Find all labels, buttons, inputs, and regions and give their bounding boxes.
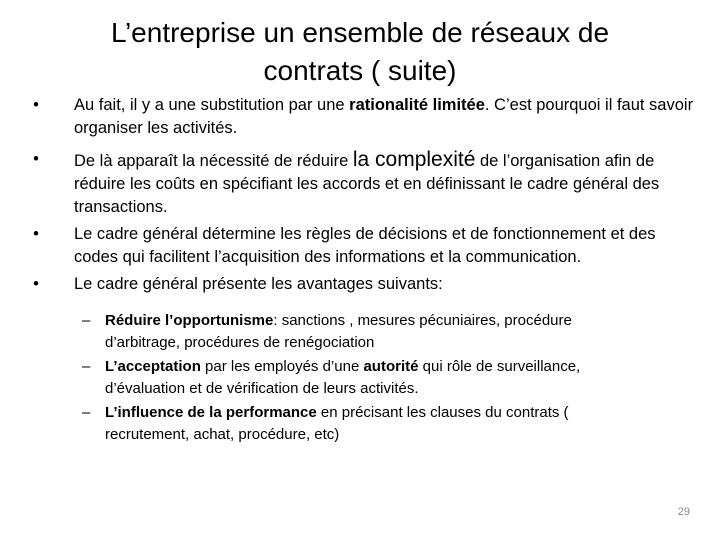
bullet-2-text-end: de l’organisation afin de réduire les coûts en spécifiant les accords et en définissant le cadre général des transactions. [74, 152, 660, 216]
bullet-2-emphasis: la complexité [352, 148, 476, 171]
bullet-marker: • [33, 225, 39, 243]
sub-3-text: en précisant les clauses du contrats ( recrutement, achat, procédure, etc) [105, 404, 569, 443]
bullet-1-text: Au fait, il y a une substitution par une [74, 96, 350, 114]
bullet-marker: • [33, 150, 39, 168]
sub-1-text: : sanctions , mesures pécuniaires, procédure d’arbitrage, procédures de renégociation [105, 312, 572, 351]
bullet-item-3 [28, 223, 698, 269]
slide-title [40, 14, 680, 90]
sub-bullet-list [28, 310, 698, 446]
title-line-2: contrats ( suite) [263, 55, 457, 86]
page-number: 29 [677, 506, 690, 518]
sub-2-emphasis-2: autorité [363, 358, 419, 375]
sub-bullet-item-1 [28, 310, 625, 354]
bullet-4-text: Le cadre général présente les avantages suivants: [74, 275, 443, 293]
dash-marker: – [82, 358, 91, 375]
sub-3-emphasis: L’influence de la performance [105, 404, 317, 421]
bullet-marker: • [33, 96, 39, 114]
sub-1-emphasis: Réduire l’opportunisme [105, 312, 274, 329]
dash-marker: – [82, 312, 91, 329]
sub-bullet-item-2 [28, 356, 625, 400]
sub-2-text-end: qui rôle de surveillance, d’évaluation et de vérification de leurs activités. [105, 358, 581, 397]
bullet-2-text: De là apparaît la nécessité de réduire [74, 152, 353, 170]
bullet-item-2 [28, 148, 698, 219]
bullet-1-text-end: . C’est pourquoi il faut savoir organiser les activités. [74, 96, 694, 137]
bullet-1-emphasis: rationalité limitée [349, 96, 485, 114]
sub-bullet-item-3 [28, 402, 625, 446]
sub-2-emphasis: L’acceptation [105, 358, 201, 375]
bullet-3-text: Le cadre général détermine les règles de décisions et de fonctionnement et des codes qui facilitent l’acquisition des informations et la communication. [74, 225, 656, 266]
slide-body [28, 94, 698, 448]
title-line-1: L’entreprise un ensemble de réseaux de [110, 17, 610, 48]
sub-2-text: par les employés d’une [200, 358, 364, 375]
dash-marker: – [82, 404, 91, 421]
bullet-item-4 [28, 273, 698, 296]
bullet-item-1 [28, 94, 698, 140]
bullet-marker: • [33, 275, 39, 293]
